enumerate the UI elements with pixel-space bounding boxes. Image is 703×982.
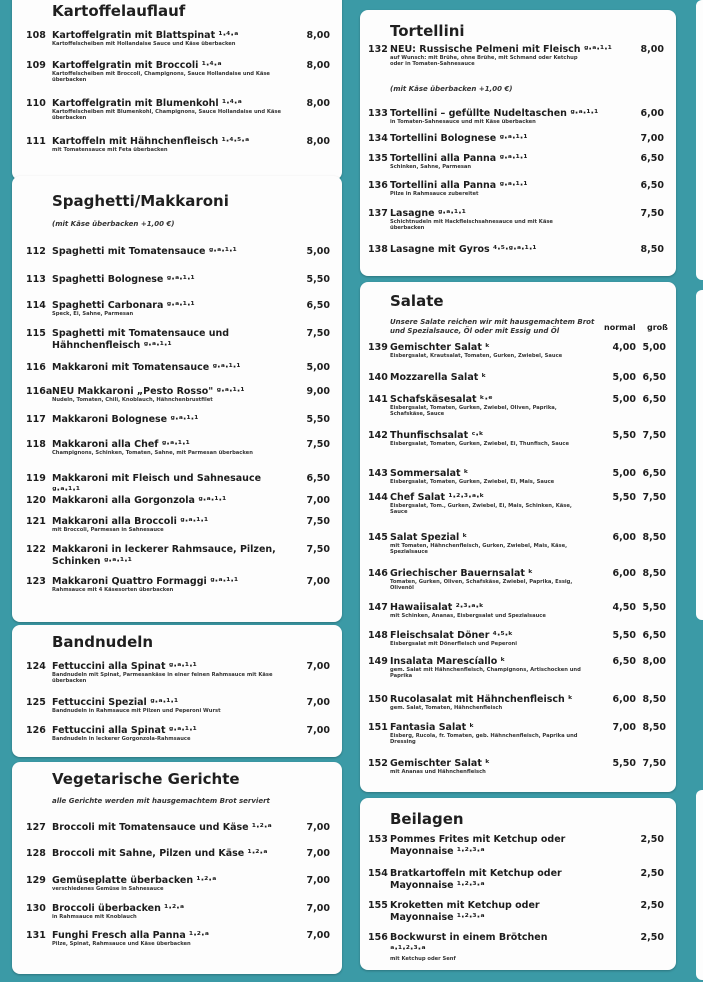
menu-item — [360, 108, 676, 125]
menu-item — [12, 822, 342, 833]
item-name: NEU Makkaroni „Pesto Rosso" ᵍ·ᵃ·¹·¹ — [52, 386, 245, 397]
item-name: Sommersalat ᵏ — [390, 468, 469, 479]
item-name: Makkaroni Bolognese ᵍ·ᵃ·¹·¹ — [52, 414, 199, 425]
section-spaghetti — [12, 176, 342, 622]
item-description: Eisbergsalat, Tomaten, Gurken, Zwiebel, Oliven, Paprika, Schafskäse, Sauce — [390, 405, 557, 418]
section-title: Spaghetti/Makkaroni — [52, 192, 229, 210]
section-title: Beilagen — [390, 810, 464, 828]
menu-item — [360, 208, 676, 232]
item-price-normal: 4,50 — [612, 602, 636, 613]
item-price: 2,50 — [640, 932, 664, 943]
menu-item — [360, 532, 676, 556]
item-name: Lasagne mit Gyros ⁴·⁵·ᵍ·ᵃ·¹·¹ — [390, 244, 537, 255]
menu-item — [360, 722, 676, 746]
item-name: Gemüseplatte überbacken ¹·²·ᵃ — [52, 875, 217, 886]
menu-item — [12, 903, 342, 920]
item-name: Schafskäsesalat ᵏ·ᵉ — [390, 394, 493, 405]
menu-item — [360, 630, 676, 647]
item-description: Eisbergsalat, Tomaten, Gurken, Zwiebel, Ei, Mais, Sauce — [390, 479, 555, 485]
menu-item — [360, 602, 676, 619]
item-name: Salat Spezial ᵏ — [390, 532, 468, 543]
menu-item — [12, 516, 342, 533]
item-name: Makkaroni in leckerer Rahmsauce, Pilzen, Schinken ᵍ·ᵃ·¹·¹ — [52, 544, 276, 567]
item-price-gross: 8,50 — [642, 532, 666, 543]
item-price: 2,50 — [640, 834, 664, 845]
item-name: Tortellini Bolognese ᵍ·ᵃ·¹·¹ — [390, 133, 528, 144]
item-price-gross: 7,50 — [642, 430, 666, 441]
item-description: Kartoffelscheiben mit Broccoli, Champignons, Sauce Hollandaise und Käse überbacken — [52, 71, 270, 84]
item-number: 127 — [26, 822, 46, 833]
item-name: Rucolasalat mit Hähnchenfleisch ᵏ — [390, 694, 573, 705]
item-description: Eisbergsalat, Krautsalat, Tomaten, Gurken, Zwiebel, Sauce — [390, 353, 563, 359]
menu-item — [12, 98, 342, 122]
item-name: Makkaroni alla Chef ᵍ·ᵃ·¹·¹ — [52, 439, 190, 450]
item-name: Chef Salat ¹·²·³·ᵃ·ᵏ — [390, 492, 485, 503]
item-price-normal: 5,50 — [612, 630, 636, 641]
item-number: 136 — [368, 180, 388, 191]
section-salate — [360, 282, 676, 792]
section-title: Tortellini — [390, 22, 465, 40]
menu-item — [12, 362, 342, 373]
item-description: Bandnudeln in Rahmsauce mit Pilzen und Peperoni Wurst — [52, 708, 221, 714]
item-price: 7,00 — [640, 133, 664, 144]
menu-item — [360, 244, 676, 255]
item-description: in Rahmsauce mit Knoblauch — [52, 914, 137, 920]
menu-item — [12, 661, 342, 685]
item-price-normal: 6,50 — [612, 656, 636, 667]
section-title: Salate — [390, 292, 444, 310]
section-title: Kartoffelauflauf — [52, 2, 186, 20]
menu-item — [12, 414, 342, 425]
item-description: verschiedenes Gemüse in Sahnesauce — [52, 886, 164, 892]
menu-item — [360, 900, 676, 923]
item-number: 119 — [26, 473, 46, 484]
menu-item — [12, 60, 342, 84]
item-number: 155 — [368, 900, 388, 911]
item-price: 5,50 — [306, 414, 330, 425]
item-description: Tomaten, Gurken, Oliven, Schafskäse, Zwiebel, Paprika, Essig, Olivenöl — [390, 579, 573, 592]
item-price: 5,50 — [306, 274, 330, 285]
item-name: Bratkartoffeln mit Ketchup oder Mayonnaise ¹·²·³·ᵃ — [390, 868, 562, 891]
item-description: Eisberg, Rucola, fr. Tomaten, geb. Hähnchenfleisch, Paprika und Dressing — [390, 733, 578, 746]
section-note: (mit Käse überbacken +1,00 €) — [52, 220, 175, 228]
section-kartoffelauflauf — [12, 0, 342, 180]
item-price: 8,00 — [640, 44, 664, 55]
item-price: 7,00 — [306, 495, 330, 506]
item-description: mit Ketchup oder Senf — [390, 956, 456, 962]
item-price: 5,00 — [306, 362, 330, 373]
menu-item — [360, 133, 676, 144]
item-price-normal: 6,00 — [612, 568, 636, 579]
item-number: 143 — [368, 468, 388, 479]
item-name: Gemischter Salat ᵏ — [390, 342, 490, 353]
item-name: Broccoli mit Sahne, Pilzen und Käse ¹·²·ᵃ — [52, 848, 268, 859]
item-description: Speck, Ei, Sahne, Parmesan — [52, 311, 134, 317]
item-price-gross: 8,00 — [642, 656, 666, 667]
item-name: Gemischter Salat ᵏ — [390, 758, 490, 769]
item-number: 124 — [26, 661, 46, 672]
item-name: Fettuccini alla Spinat ᵍ·ᵃ·¹·¹ — [52, 725, 197, 736]
item-number: 140 — [368, 372, 388, 383]
item-price: 7,50 — [306, 516, 330, 527]
item-number: 145 — [368, 532, 388, 543]
item-price: 6,50 — [306, 300, 330, 311]
menu-item — [12, 875, 342, 892]
item-number: 118 — [26, 439, 46, 450]
item-price: 6,00 — [640, 108, 664, 119]
section-title: Vegetarische Gerichte — [52, 770, 240, 788]
section-title: Bandnudeln — [52, 633, 154, 651]
item-name: Makkaroni Quattro Formaggi ᵍ·ᵃ·¹·¹ — [52, 576, 239, 587]
menu-item — [12, 246, 342, 257]
item-price: 7,50 — [640, 208, 664, 219]
menu-item — [12, 725, 342, 742]
item-name: Pommes Frites mit Ketchup oder Mayonnaise ¹·²·³·ᵃ — [390, 834, 566, 857]
item-number: 131 — [26, 930, 46, 941]
item-number: 144 — [368, 492, 388, 503]
item-price: 7,50 — [306, 439, 330, 450]
section-note: Unsere Salate reichen wir mit hausgemachtem Brot und Spezialsauce, Öl oder mit Essig und Öl — [390, 318, 595, 335]
item-name: Kroketten mit Ketchup oder Mayonnaise ¹·²·³·ᵃ — [390, 900, 540, 923]
item-number: 134 — [368, 133, 388, 144]
item-name: Fleischsalat Döner ⁴·⁵·ᵏ — [390, 630, 513, 641]
item-price-normal: 7,00 — [612, 722, 636, 733]
item-description: mit Schinken, Ananas, Eisbergsalat und Spezialsauce — [390, 613, 546, 619]
item-description: in Tomaten-Sahnesauce und mit Käse überbacken — [390, 119, 536, 125]
section-note: alle Gerichte werden mit hausgemachtem Brot serviert — [52, 797, 270, 805]
item-price: 7,00 — [306, 875, 330, 886]
item-price-gross: 5,50 — [642, 602, 666, 613]
item-description: Bandnudeln in leckerer Gorgonzola-Rahmsauce — [52, 736, 191, 742]
item-price: 6,50 — [640, 180, 664, 191]
item-price-gross: 6,50 — [642, 372, 666, 383]
item-price: 7,50 — [306, 544, 330, 555]
item-description: Schichtnudeln mit Hackfleischsahnesauce und mit Käse überbacken — [390, 219, 553, 232]
menu-item — [360, 394, 676, 418]
item-price-normal: 6,00 — [612, 694, 636, 705]
menu-item — [12, 386, 342, 403]
menu-item — [12, 30, 342, 47]
item-number: 142 — [368, 430, 388, 441]
item-description: mit Tomaten, Hähnchenfleisch, Gurken, Zwiebel, Mais, Käse, Spezialsauce — [390, 543, 568, 556]
item-name: Makkaroni alla Broccoli ᵍ·ᵃ·¹·¹ — [52, 516, 209, 527]
item-price: 7,50 — [306, 328, 330, 339]
item-price: 7,00 — [306, 576, 330, 587]
item-price-normal: 5,50 — [612, 430, 636, 441]
item-name: Spaghetti Carbonara ᵍ·ᵃ·¹·¹ — [52, 300, 195, 311]
item-price: 7,00 — [306, 661, 330, 672]
item-description: Kartoffelscheiben mit Blumenkohl, Champignons, Sauce Hollandaise und Käse überbacken — [52, 109, 281, 122]
menu-item — [360, 153, 676, 170]
item-price-normal: 6,00 — [612, 532, 636, 543]
item-number: 116a — [26, 386, 53, 397]
item-description: Bandnudeln mit Spinat, Parmesankäse in einer feinen Rahmsauce mit Käse überbacken — [52, 672, 273, 685]
item-description: mit Ananas und Hähnchenfleisch — [390, 769, 486, 775]
item-name: Fettuccini Spezial ᵍ·ᵃ·¹·¹ — [52, 697, 179, 708]
menu-item — [12, 300, 342, 317]
item-price: 7,00 — [306, 848, 330, 859]
menu-item — [12, 576, 342, 593]
item-number: 149 — [368, 656, 388, 667]
menu-item — [360, 430, 676, 447]
item-name: Hawaiisalat ²·³·ᵃ·ᵏ — [390, 602, 484, 613]
item-name: Lasagne ᵍ·ᵃ·¹·¹ — [390, 208, 466, 219]
item-number: 141 — [368, 394, 388, 405]
item-number: 156 — [368, 932, 388, 943]
item-price-gross: 7,50 — [642, 492, 666, 503]
item-name: Broccoli überbacken ¹·²·ᵃ — [52, 903, 185, 914]
item-price-normal: 5,00 — [612, 372, 636, 383]
item-price: 6,50 — [306, 473, 330, 484]
item-price-gross: 7,50 — [642, 758, 666, 769]
menu-item — [12, 439, 342, 456]
menu-item — [12, 136, 342, 153]
item-number: 153 — [368, 834, 388, 845]
item-price: 7,00 — [306, 930, 330, 941]
item-number: 125 — [26, 697, 46, 708]
item-number: 150 — [368, 694, 388, 705]
menu-item — [360, 932, 676, 962]
section-vegetarisch — [12, 762, 342, 974]
item-price: 7,00 — [306, 903, 330, 914]
item-number: 128 — [26, 848, 46, 859]
item-description: Eisbergsalat mit Dönerfleisch und Peperoni — [390, 641, 518, 647]
item-price-gross: 8,50 — [642, 568, 666, 579]
item-number: 137 — [368, 208, 388, 219]
item-number: 112 — [26, 246, 46, 257]
menu-item — [360, 372, 676, 383]
item-number: 152 — [368, 758, 388, 769]
item-price: 2,50 — [640, 868, 664, 879]
item-name: Spaghetti mit Tomatensauce und Hähnchenfleisch ᵍ·ᵃ·¹·¹ — [52, 328, 230, 351]
adjacent-page-edge — [696, 790, 703, 980]
adjacent-page-edge — [696, 290, 703, 620]
item-price-normal: 5,50 — [612, 758, 636, 769]
menu-item — [360, 342, 676, 359]
item-number: 110 — [26, 98, 46, 109]
item-number: 109 — [26, 60, 46, 71]
item-number: 115 — [26, 328, 46, 339]
item-name: Tortellini alla Panna ᵍ·ᵃ·¹·¹ — [390, 153, 528, 164]
item-name: Spaghetti Bolognese ᵍ·ᵃ·¹·¹ — [52, 274, 195, 285]
item-number: 116 — [26, 362, 46, 373]
item-name: Kartoffelgratin mit Broccoli ¹·⁴·ᵃ — [52, 60, 222, 71]
item-number: 129 — [26, 875, 46, 886]
item-price: 2,50 — [640, 900, 664, 911]
item-name: Makkaroni mit Fleisch und Sahnesauce ᵍ·ᵃ·¹·¹ — [52, 473, 262, 496]
item-price: 5,00 — [306, 246, 330, 257]
item-price: 8,00 — [306, 30, 330, 41]
menu-item — [12, 697, 342, 714]
item-number: 139 — [368, 342, 388, 353]
item-number: 130 — [26, 903, 46, 914]
item-price-gross: 8,50 — [642, 722, 666, 733]
item-description: gem. Salat mit Hähnchenfleisch, Champignons, Artischocken und Paprika — [390, 667, 581, 680]
item-name: Kartoffelgratin mit Blumenkohl ¹·⁴·ᵃ — [52, 98, 242, 109]
menu-item — [360, 868, 676, 891]
item-price-gross: 6,50 — [642, 468, 666, 479]
menu-item — [360, 834, 676, 857]
item-name: Makkaroni mit Tomatensauce ᵍ·ᵃ·¹·¹ — [52, 362, 241, 373]
menu-item — [12, 473, 342, 496]
item-description: mit Tomatensauce mit Feta überbacken — [52, 147, 168, 153]
menu-item — [360, 656, 676, 680]
section-note: (mit Käse überbacken +1,00 €) — [390, 85, 513, 93]
item-number: 138 — [368, 244, 388, 255]
menu-item — [12, 328, 342, 351]
item-number: 126 — [26, 725, 46, 736]
menu-item — [360, 492, 676, 516]
item-description: gem. Salat, Tomaten, Hähnchenfleisch — [390, 705, 503, 711]
menu-item — [360, 758, 676, 775]
item-price-normal: 5,00 — [612, 394, 636, 405]
item-name: Tortellini alla Panna ᵍ·ᵃ·¹·¹ — [390, 180, 528, 191]
item-description: mit Broccoli, Parmesan in Sahnesauce — [52, 527, 164, 533]
menu-item — [12, 544, 342, 567]
item-price-gross: 6,50 — [642, 630, 666, 641]
item-number: 147 — [368, 602, 388, 613]
col-gross-header: groß — [647, 323, 668, 332]
item-name: Tortellini – gefüllte Nudeltaschen ᵍ·ᵃ·¹·¹ — [390, 108, 599, 119]
item-number: 117 — [26, 414, 46, 425]
item-description: Pilze, Spinat, Rahmsauce und Käse überbacken — [52, 941, 191, 947]
item-description: Pilze in Rahmsauce zubereitet — [390, 191, 479, 197]
item-number: 133 — [368, 108, 388, 119]
menu-item — [360, 568, 676, 592]
item-number: 113 — [26, 274, 46, 285]
item-description: auf Wunsch: mit Brühe, ohne Brühe, mit Schmand oder Ketchup oder in Tomaten-Sahnesauce — [390, 55, 578, 68]
item-number: 151 — [368, 722, 388, 733]
item-name: Funghi Fresch alla Panna ¹·²·ᵃ — [52, 930, 209, 941]
item-description: Champignons, Schinken, Tomaten, Sahne, mit Parmesan überbacken — [52, 450, 253, 456]
item-number: 120 — [26, 495, 46, 506]
item-number: 148 — [368, 630, 388, 641]
item-number: 132 — [368, 44, 388, 55]
item-number: 122 — [26, 544, 46, 555]
item-price-normal: 4,00 — [612, 342, 636, 353]
item-price: 8,00 — [306, 60, 330, 71]
item-number: 111 — [26, 136, 46, 147]
item-price-gross: 5,00 — [642, 342, 666, 353]
section-tortellini — [360, 10, 676, 276]
item-name: Makkaroni alla Gorgonzola ᵍ·ᵃ·¹·¹ — [52, 495, 227, 506]
item-price: 7,00 — [306, 697, 330, 708]
menu-item — [360, 44, 676, 68]
item-number: 121 — [26, 516, 46, 527]
section-beilagen — [360, 798, 676, 970]
item-description: Rahmsauce mit 4 Käsesorten überbacken — [52, 587, 174, 593]
item-name: Kartoffeln mit Hähnchenfleisch ¹·⁴·⁵·ᵃ — [52, 136, 250, 147]
item-name: Fantasia Salat ᵏ — [390, 722, 475, 733]
item-description: Eisbergsalat, Tomaten, Gurken, Zwiebel, Ei, Thunfisch, Sauce — [390, 441, 569, 447]
item-name: Griechischer Bauernsalat ᵏ — [390, 568, 533, 579]
item-price: 9,00 — [306, 386, 330, 397]
item-price: 8,00 — [306, 136, 330, 147]
item-price-normal: 5,50 — [612, 492, 636, 503]
adjacent-page-edge — [696, 0, 703, 280]
item-description: Kartoffelscheiben mit Hollandaise Sauce und Käse überbacken — [52, 41, 236, 47]
menu-item — [360, 694, 676, 711]
item-number: 135 — [368, 153, 388, 164]
menu-item — [360, 180, 676, 197]
item-name: NEU: Russische Pelmeni mit Fleisch ᵍ·ᵃ·¹·¹ — [390, 44, 612, 55]
item-number: 154 — [368, 868, 388, 879]
section-bandnudeln — [12, 625, 342, 757]
item-price-normal: 5,00 — [612, 468, 636, 479]
item-description: Nudeln, Tomaten, Chili, Knoblauch, Hähnchenbrustfilet — [52, 397, 213, 403]
item-number: 114 — [26, 300, 46, 311]
item-number: 146 — [368, 568, 388, 579]
item-price: 7,00 — [306, 822, 330, 833]
item-number: 108 — [26, 30, 46, 41]
menu-item — [12, 848, 342, 859]
item-description: Eisbergsalat, Tom., Gurken, Zwiebel, Ei, Mais, Schinken, Käse, Sauce — [390, 503, 572, 516]
menu-item — [12, 495, 342, 506]
item-name: Fettuccini alla Spinat ᵍ·ᵃ·¹·¹ — [52, 661, 197, 672]
menu-item — [12, 930, 342, 947]
item-name: Broccoli mit Tomatensauce und Käse ¹·²·ᵃ — [52, 822, 272, 833]
item-name: Spaghetti mit Tomatensauce ᵍ·ᵃ·¹·¹ — [52, 246, 237, 257]
item-price-gross: 6,50 — [642, 394, 666, 405]
item-price: 7,00 — [306, 725, 330, 736]
item-name: Mozzarella Salat ᵏ — [390, 372, 487, 383]
item-price: 8,50 — [640, 244, 664, 255]
item-number: 123 — [26, 576, 46, 587]
menu-item — [360, 468, 676, 485]
col-normal-header: normal — [604, 323, 636, 332]
item-price-gross: 8,50 — [642, 694, 666, 705]
item-price: 8,00 — [306, 98, 330, 109]
menu-item — [12, 274, 342, 285]
item-name: Kartoffelgratin mit Blattspinat ¹·⁴·ᵃ — [52, 30, 239, 41]
item-name: Thunfischsalat ᶜ·ᵏ — [390, 430, 484, 441]
item-price: 6,50 — [640, 153, 664, 164]
item-name: Insalata Marescíallo ᵏ — [390, 656, 506, 667]
item-description: Schinken, Sahne, Parmesan — [390, 164, 472, 170]
item-name: Bockwurst in einem Brötchen ᵃ·¹·²·³·ᵃ — [390, 932, 548, 955]
